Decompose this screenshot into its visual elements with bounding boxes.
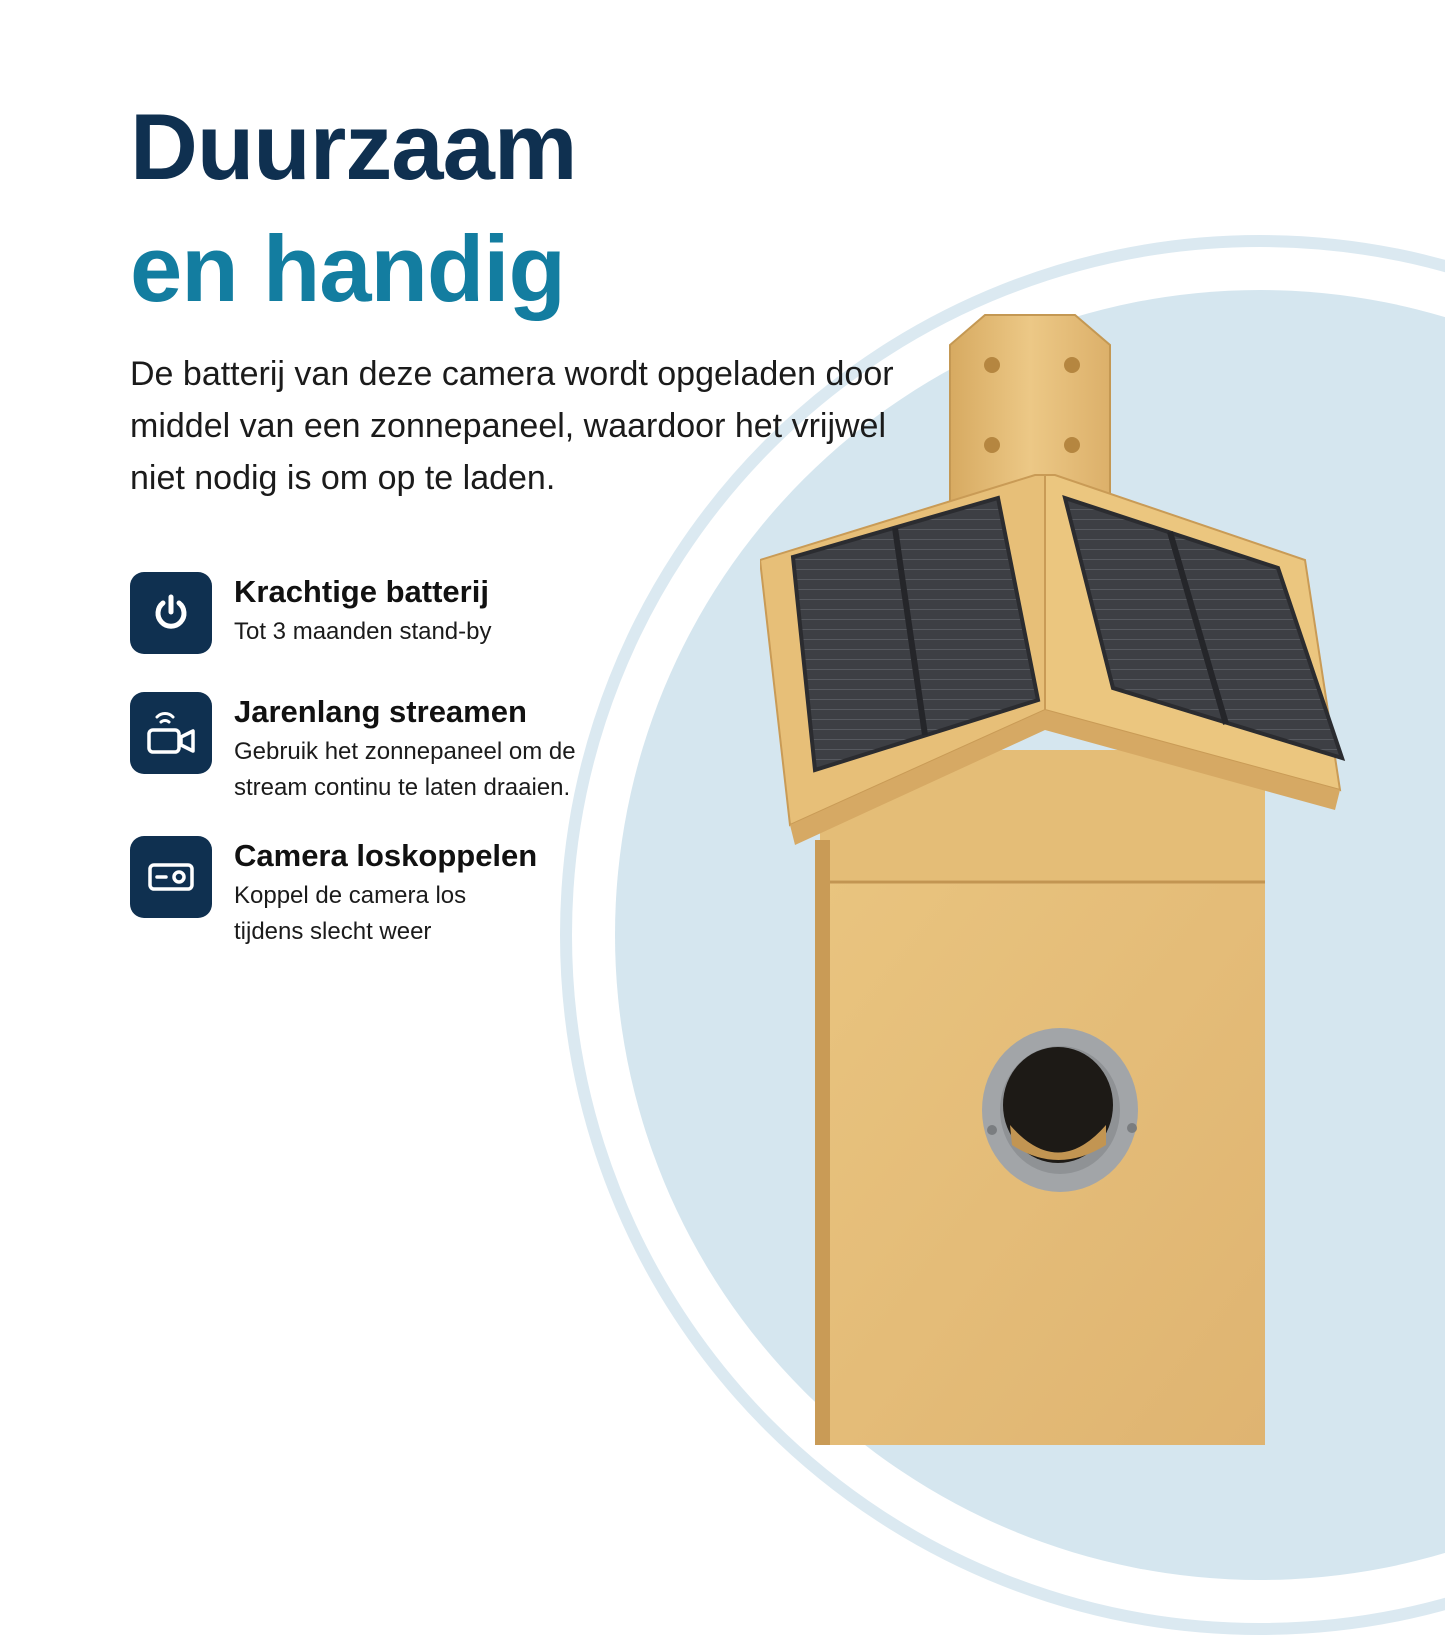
power-icon [130,572,212,654]
headline-line-1: Duurzaam [130,94,577,199]
feature-title: Krachtige batterij [234,574,489,609]
intro-text: De batterij van deze camera wordt opgeladen door middel van een zonnepaneel, waardoor het vrijwel niet nodig is om op te laden. [130,355,894,497]
feature-title: Jarenlang streamen [234,694,527,729]
product-image [760,310,1360,1445]
camera-stream-icon [130,692,212,774]
camera-module-icon [130,836,212,918]
feature-description: Gebruik het zonnepaneel om de stream continu te laten draaien. [234,738,576,801]
feature-description: Tot 3 maanden stand-by [234,618,492,645]
feature-title: Camera loskoppelen [234,838,538,873]
headline-line-2: en handig [130,216,565,321]
entrance-hole [982,1028,1138,1192]
feature-description: Koppel de camera los tijdens slecht weer [234,882,467,945]
